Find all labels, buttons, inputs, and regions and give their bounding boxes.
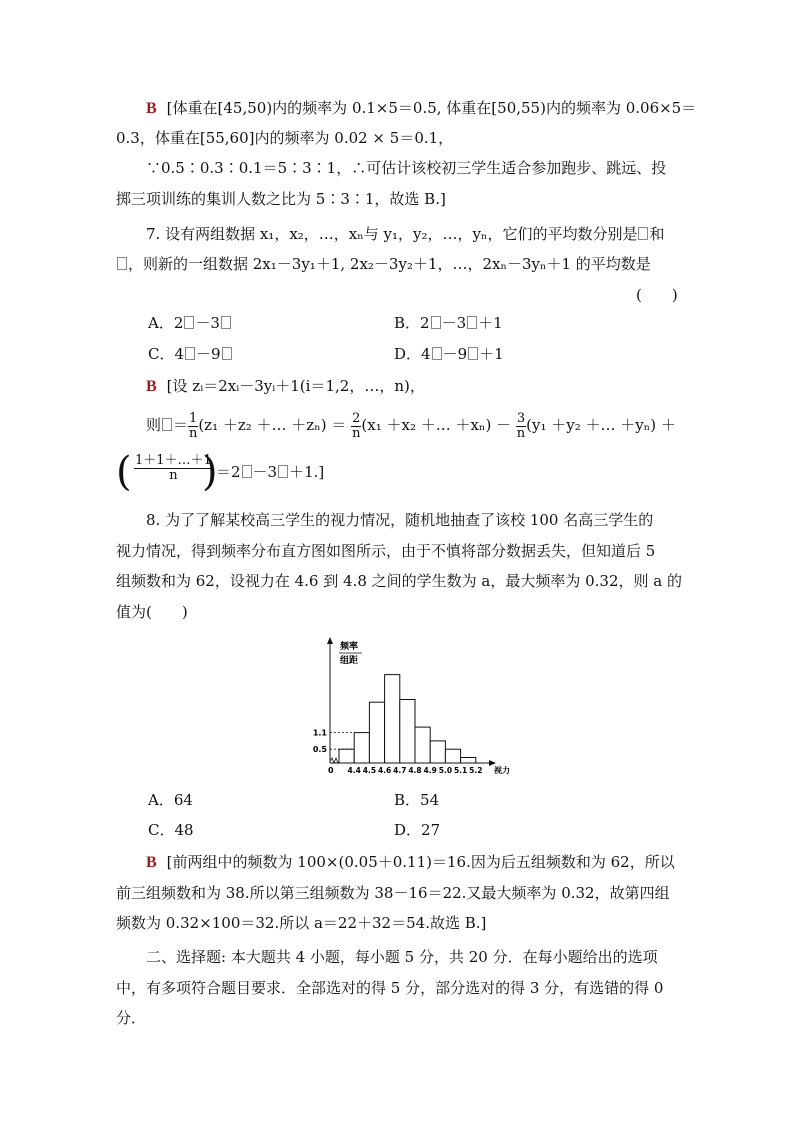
histogram-bar-4.6 (385, 675, 400, 763)
q6-solution-line2: 0.3，体重在[55,60]内的频率为 0.02 × 5＝0.1， (116, 129, 454, 147)
histogram-bar-5.0 (445, 749, 460, 763)
fraction-3-over-n: $\frac{3}{n}$ (516, 410, 526, 441)
x-axis-label: 视力 (494, 766, 510, 775)
x-tick-label-5.0: 5.0 (438, 766, 453, 775)
x-tick-label-4.8: 4.8 (408, 766, 422, 775)
q8-stem-line4: 值为( ) (116, 603, 188, 621)
q6-solution-line3: ∵0.5∶0.3∶0.1＝5∶3∶1，∴可估计该校初三学生适合参加跑步、跳远、投 (146, 159, 667, 177)
y-bar-symbol (222, 347, 232, 360)
q8-stem-line2: 视力情况，得到频率分布直方图如图所示，由于不慎将部分数据丢失，但知道后 5 (116, 542, 656, 560)
q8-solution-line3: 频数为 0.32×100＝32.所以 a＝22＋32＝54.故选 B.] (116, 914, 487, 932)
histogram-bar-5.1 (461, 758, 476, 764)
section-2-line3: 分． (116, 1009, 147, 1027)
q7-option-d: D．4 －9 ＋1 (394, 345, 504, 363)
y-bar-symbol (117, 257, 127, 270)
histogram-bar-4.8 (415, 727, 430, 763)
q8-option-b: B．54 (394, 791, 440, 809)
y-axis-arrow (327, 637, 333, 644)
x-bar-symbol (638, 227, 648, 240)
q7-answer-badge: B (146, 378, 157, 395)
q7-solution-line1: B [设 zᵢ＝2xᵢ－3yᵢ＋1(i＝1,2，…，n)， (146, 377, 425, 395)
section-2-heading: 二、选择题: 本大题共 4 小题，每小题 5 分，共 20 分．在每小题给出的选项 (146, 948, 658, 966)
fraction-1-over-n: $\frac{1}{n}$ (188, 410, 198, 441)
q8-answer-badge: B (146, 854, 157, 871)
x-bar-symbol (184, 316, 194, 329)
q8-solution-line2: 前三组频数和为 38.所以第三组频数为 38－16＝22.又最大频率为 0.32，故第四组 (116, 884, 670, 902)
origin-label: 0 (328, 766, 334, 775)
x-tick-label-4.9: 4.9 (423, 766, 437, 775)
x-bar-symbol (242, 465, 252, 478)
x-tick-label-4.7: 4.7 (393, 766, 407, 775)
histogram-bar-4.5 (369, 702, 384, 763)
q7-stem-line1: 7. 设有两组数据 x₁，x₂，…，xₙ与 y₁，y₂，…，yₙ，它们的平均数分别是 和 (146, 225, 665, 243)
q8-solution-line1: B [前两组中的频数为 100×(0.05＋0.11)＝16.因为后五组频数和为 62，所以 (146, 853, 675, 871)
y-bar-symbol (467, 316, 477, 329)
x-bar-symbol (432, 347, 442, 360)
q6-answer-badge: B (146, 100, 157, 117)
q8-option-a: A．64 (148, 791, 193, 809)
q7-solution-final: ( $\frac{1+1+\dots+1}{n}$ ) ＝2 －3 ＋1.] (116, 449, 325, 495)
q7-solution-formula: 则 ＝ $\frac{1}{n}$ (z₁ ＋z₂ ＋… ＋zₙ) ＝ $\frac{2}{n}$ (x₁ ＋x₂ ＋… ＋xₙ) － $\frac{3}{n}$ (y₁ ＋y₂ ＋… ＋yₙ) ＋ (146, 410, 676, 441)
histogram-bar-4.9 (430, 741, 445, 763)
y-bar-symbol (278, 465, 288, 478)
q8-option-d: D．27 (394, 821, 441, 839)
y-axis-label-bottom: 组距 (340, 656, 359, 666)
fraction-2-over-n: $\frac{2}{n}$ (352, 410, 361, 441)
y-bar-symbol (221, 316, 231, 329)
q6-solution-line1: B [体重在[45,50)内的频率为 0.1×5＝0.5, 体重在[50,55)内的频率为 0.06×5＝ (146, 99, 697, 117)
vision-frequency-histogram (300, 633, 530, 778)
x-tick-label-5.1: 5.1 (453, 766, 468, 775)
q8-stem-line3: 组频数和为 62，设视力在 4.6 到 4.8 之间的学生数为 a，最大频率为 0.32，则 a 的 (116, 572, 682, 590)
x-tick-label-4.4: 4.4 (347, 766, 361, 775)
histogram-bar-4.4 (354, 733, 369, 763)
q7-option-a: A．2 －3 (148, 313, 232, 333)
x-tick-label-4.6: 4.6 (377, 766, 392, 775)
x-tick-label-5.2: 5.2 (469, 766, 483, 775)
y-bar-symbol (468, 347, 478, 360)
section-2-line2: 中，有多项符合题目要求．全部选对的得 5 分，部分选对的得 3 分，有选错的得 0 (116, 979, 664, 997)
histogram-bar-4.7 (400, 700, 415, 764)
q8-option-c: C．48 (148, 821, 194, 839)
y-tick-label-0.5: 0.5 (312, 745, 327, 755)
histogram-bar-4.3 (339, 749, 354, 763)
x-bar-symbol (185, 347, 195, 360)
q7-stem-line2: ，则新的一组数据 2x₁－3y₁＋1, 2x₂－3y₂＋1，…，2xₙ－3yₙ＋1 的平均数是 (116, 254, 651, 274)
histogram-bars (339, 675, 476, 763)
q7-option-b: B．2 －3 ＋1 (394, 314, 503, 332)
z-bar-symbol (162, 418, 172, 431)
x-tick-label-4.5: 4.5 (362, 766, 377, 775)
q7-answer-blank: ( ) (636, 286, 678, 304)
fraction-ones-over-n: $\frac{1+1+\dots+1}{n}$ (135, 453, 212, 483)
q8-stem-line1: 8. 为了了解某校高三学生的视力情况，随机地抽查了该校 100 名高三学生的 (146, 511, 654, 529)
x-bar-symbol (431, 316, 441, 329)
y-axis-label-top: 频率 (340, 642, 359, 652)
y-tick-label-1.1: 1.1 (312, 728, 327, 738)
q7-option-c: C．4 －9 (148, 344, 233, 364)
q6-solution-line4: 掷三项训练的集训人数之比为 5∶3∶1，故选 B.] (116, 190, 446, 208)
